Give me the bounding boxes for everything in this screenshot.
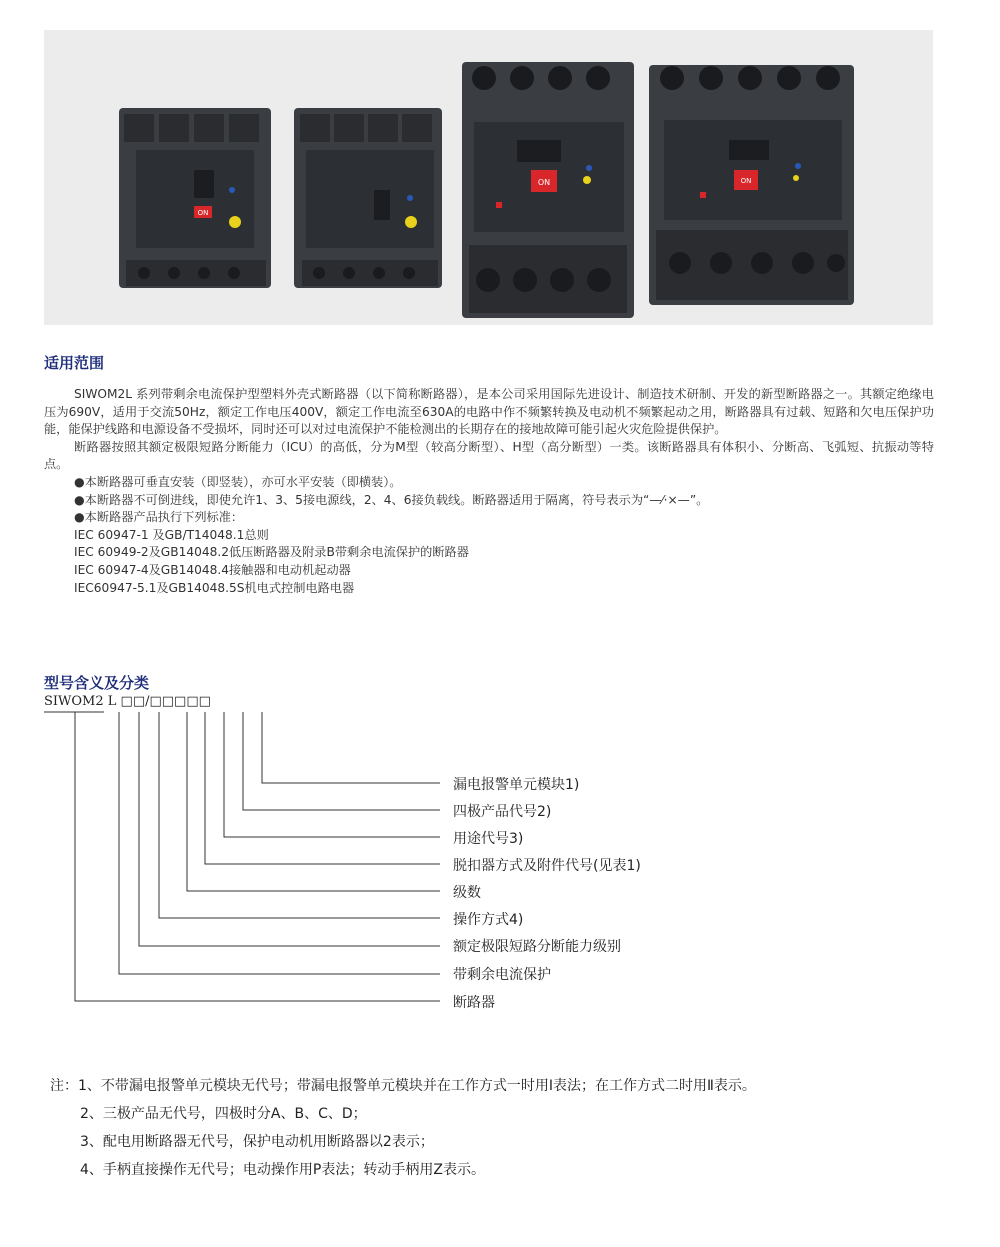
- bullet-item: ●本断路器不可倒进线，即使允许1、3、5接电源线，2、4、6接负载线。断路器适用于隔离，符号表示为“—⁄·×—”。: [74, 492, 709, 507]
- bullet-item: ●本断路器可垂直安装（即竖装），亦可水平安装（即横装）。: [74, 474, 402, 489]
- intro-paragraph: SIWOM2L 系列带剩余电流保护型塑料外壳式断路器（以下简称断路器），是本公司采用国际先进设计、制造技术研制、开发的新型断路器之一。其额定绝缘电压为690V，适用于交流50Hz，额定工作电压400V，额定工作电流至630A的电路中作不频繁转换及电动机不频繁起动之用，断路器具有过载、短路和欠电压保护功能，能保护线路和电源设备不受损坏，同时还可以对过电流保护不能检测出的长期存在的接地故障可能引起火灾危险提供保护。: [44, 387, 934, 437]
- svg-text:ON: ON: [740, 177, 752, 185]
- note-item: 4、手柄直接操作无代号；电动操作用P表法；转动手柄用Z表示。: [80, 1162, 485, 1178]
- standard-item: IEC 60947-1 及GB/T14048.1总则: [74, 527, 269, 542]
- model-label: 四极产品代号2): [453, 804, 552, 820]
- svg-text:ON: ON: [197, 209, 209, 217]
- section-title-scope: 适用范围: [44, 354, 105, 372]
- bullet-item: ●本断路器产品执行下列标准：: [74, 510, 244, 525]
- model-label: 脱扣器方式及附件代号(见表1): [453, 858, 641, 874]
- standard-item: IEC 60947-4及GB14048.4接触器和电动机起动器: [74, 562, 351, 577]
- model-label: 断路器: [453, 995, 495, 1011]
- model-label: 漏电报警单元模块1): [453, 777, 580, 793]
- note-item: 3、配电用断路器无代号，保护电动机用断路器以2表示；: [80, 1134, 434, 1150]
- section-title-model: 型号含义及分类: [44, 674, 150, 692]
- standard-item: IEC60947-5.1及GB14048.5S机电式控制电路电器: [74, 580, 355, 595]
- model-code: SIWOM2 L □□/□□□□□: [44, 694, 211, 709]
- note-item: 注：1、不带漏电报警单元模块无代号；带漏电报警单元模块并在工作方式一时用Ⅰ表法；在工作方式二时用Ⅱ表示。: [50, 1078, 756, 1094]
- model-label: 操作方式4): [453, 912, 524, 928]
- notes: [50, 1072, 756, 1184]
- model-label: 额定极限短路分断能力级别: [453, 939, 621, 955]
- svg-text:ON: ON: [537, 178, 551, 187]
- note-item: 2、三极产品无代号，四极时分A、B、C、D；: [80, 1106, 367, 1122]
- model-label: 带剩余电流保护: [453, 967, 551, 983]
- standard-item: IEC 60949-2及GB14048.2低压断路器及附录B带剩余电流保护的断路器: [74, 545, 469, 560]
- model-label: 用途代号3): [453, 831, 524, 847]
- model-label: 级数: [453, 885, 481, 901]
- intro-paragraph: 断路器按照其额定极限短路分断能力（ICU）的高低，分为M型（较高分断型）、H型（高分断型）一类。该断路器具有体积小、分断高、飞弧短、抗振动等特点。: [44, 439, 934, 472]
